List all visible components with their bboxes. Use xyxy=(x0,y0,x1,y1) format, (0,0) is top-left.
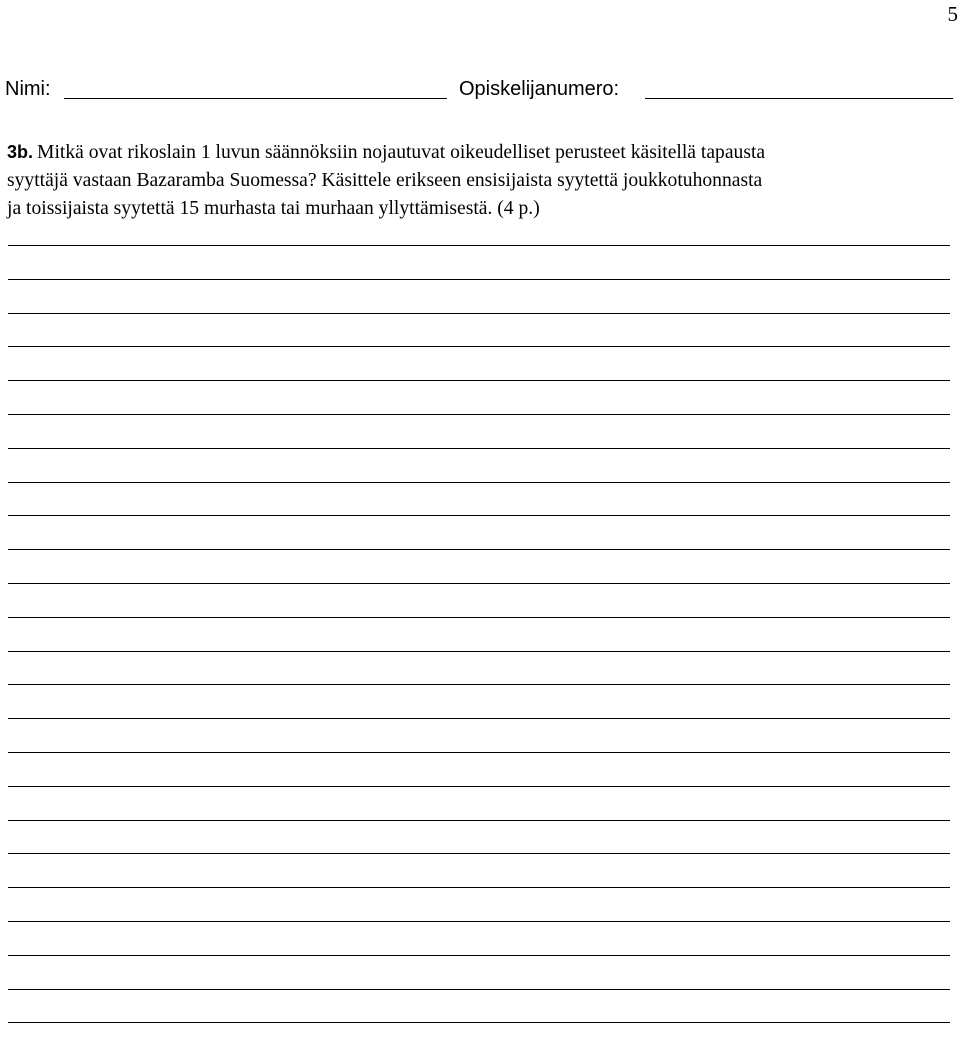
name-field[interactable] xyxy=(64,98,447,99)
header-fields xyxy=(5,76,955,104)
question-text: Mitkä ovat rikoslain 1 luvun säännöksiin nojautuvat oikeudelliset perusteet käsitellä tapausta xyxy=(37,142,766,163)
question-line xyxy=(7,138,957,167)
answer-line[interactable] xyxy=(8,617,950,651)
question-3b xyxy=(7,138,957,223)
answer-line[interactable] xyxy=(8,414,950,448)
question-number: 3b. xyxy=(7,142,34,162)
page-number: 5 xyxy=(947,2,958,26)
answer-line[interactable] xyxy=(8,752,950,786)
answer-line[interactable] xyxy=(8,583,950,617)
question-line: ja toissijaista syytettä 15 murhasta tai murhaan yllyttämisestä. (4 p.) xyxy=(7,198,540,219)
answer-line[interactable] xyxy=(8,245,950,279)
answer-line[interactable] xyxy=(8,279,950,313)
student-number-label: Opiskelijanumero: xyxy=(459,78,620,100)
answer-area[interactable] xyxy=(8,245,950,1056)
answer-line[interactable] xyxy=(8,684,950,718)
answer-line[interactable] xyxy=(8,448,950,482)
answer-line[interactable] xyxy=(8,853,950,887)
answer-line[interactable] xyxy=(8,955,950,989)
answer-line[interactable] xyxy=(8,786,950,820)
answer-line[interactable] xyxy=(8,482,950,516)
answer-line[interactable] xyxy=(8,718,950,752)
answer-line[interactable] xyxy=(8,989,950,1023)
answer-line[interactable] xyxy=(8,887,950,921)
answer-line[interactable] xyxy=(8,921,950,955)
student-number-field[interactable] xyxy=(645,98,953,99)
answer-line[interactable] xyxy=(8,313,950,347)
answer-line[interactable] xyxy=(8,1022,950,1056)
name-label: Nimi: xyxy=(5,78,51,100)
answer-line[interactable] xyxy=(8,651,950,685)
answer-line[interactable] xyxy=(8,549,950,583)
answer-line[interactable] xyxy=(8,515,950,549)
answer-line[interactable] xyxy=(8,820,950,854)
answer-line[interactable] xyxy=(8,380,950,414)
question-line: syyttäjä vastaan Bazaramba Suomessa? Käsittele erikseen ensisijaista syytettä joukkotuhonnasta xyxy=(7,170,763,191)
answer-line[interactable] xyxy=(8,346,950,380)
